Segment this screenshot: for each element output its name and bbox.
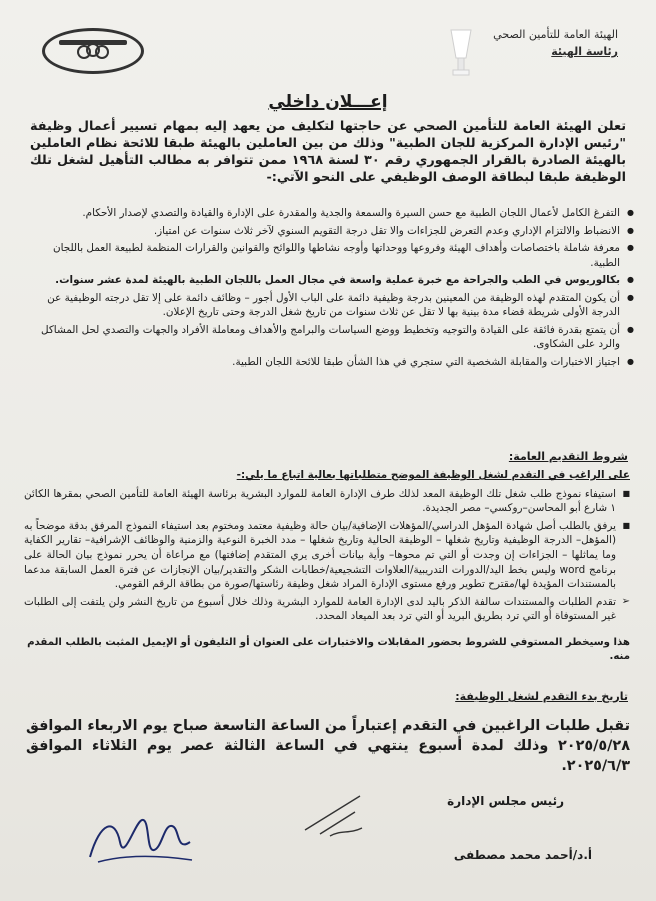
condition-item: ■ يرفق بالطلب أصل شهادة المؤهل الدراسي/المؤهلات الإضافية/بيان حالة وظيفية معتمد ومختوم بعد استيفاء النموذج المرفق بدقة موضحاً به (المؤهل– الدرجة الوظيفية وتاريخ شغلها – الوظيفة الحالية وتاريخ شغلها – مدد الخبرة النوعية والزمنية والوظائف الإشرافية– تقارير الكفاية وما يماثلها – الجزاءات إن وجدت أو التي تم محوها– وأية بيانات أخرى يري المتقدم إضافتها) مع مراعاة أن يحرر نموذج بيان الحالة على برنامج word وليس بخط اليد/الدورات التدريبية/العلاوات التشجيعية/خطابات الشكر والتقدير/بيان الإنجازات عن فترة العمل السابقة مدعما بالمستندات المؤيدة لها/مقترح تطوير ورفع مستوى الإدارة المراد شغل وظيفة رئاستها/صورة من بطاقة الرقم القومي. bbox=[24, 519, 630, 592]
start-date-heading: تاريخ بدء التقدم لشغل الوظيفة: bbox=[455, 690, 628, 703]
org-header bbox=[493, 26, 618, 60]
list-item: ● معرفة شاملة باختصاصات وأهداف الهيئة وفروعها ووحداتها وأوجه نشاطها واللوائح والقوانين والقرارات المنظمة لطبيعة العمل باللجان الطبية. bbox=[24, 241, 634, 270]
trophy-graphic bbox=[448, 28, 474, 80]
signatory-name: أ.د/أحمد محمد مصطفى bbox=[453, 848, 592, 862]
conditions-heading: شروط التقديم العامة: bbox=[508, 450, 628, 463]
org-logo bbox=[42, 28, 144, 74]
org-name: الهيئة العامة للتأمين الصحي bbox=[493, 28, 618, 41]
signatory-title: رئيس مجلس الإدارة bbox=[447, 794, 564, 808]
list-item: ● أن يكون المتقدم لهذه الوظيفة من المعينين بدرجة وظيفية دائمة على الباب الأول أجور – وظائف دائمة على إلا تقل درجته الوظيفية عن الدرجة الأولى شريطة قضاء مدة بينية بها لا تقل عن ثلاث سنوات من تاريخ شغل الدرجة وحتى تاريخ الإعلان. bbox=[24, 291, 634, 320]
list-item: ● التفرغ الكامل لأعمال اللجان الطبية مع حسن السيرة والسمعة والجدية والمقدرة على الإدارة والقيادة والتصدي لإصدار الأحكام. bbox=[24, 206, 634, 221]
list-item: ● أن يتمتع بقدرة فائقة على القيادة والتوجيه وتخطيط ووضع السياسات والبرامج والأهداف ومعاملة الأفراد والجهات والتصدي لحل المشاكل والرد على الشكاوى. bbox=[24, 323, 634, 352]
condition-item: ➢ تقدم الطلبات والمستندات سالفة الذكر باليد لدى الإدارة العامة للموارد البشرية وذلك خلال أسبوع من تاريخ النشر ولن يلتفت إلى الطلبات غير المستوفاة أو التي ترد بطريق البريد أو التي ترد بعد الميعاد المحدد. bbox=[24, 595, 630, 624]
conditions-lead: على الراغب في التقدم لشغل الوظيفة الموضح متطلباتها بعالية اتباع ما يلي:- bbox=[236, 469, 630, 481]
list-item: ● بكالوريوس في الطب والجراحة مع خبرة عملية واسعة في مجال العمل باللجان الطبية بالهيئة لمدة عشر سنوات. bbox=[24, 273, 634, 288]
handwritten-signature bbox=[80, 812, 200, 872]
requirements-list bbox=[24, 206, 634, 372]
initials-mark bbox=[300, 790, 390, 840]
list-item: ● الانضباط والالتزام الإداري وعدم التعرض للجزاءات والا تقل درجة التقويم السنوي لآخر ثلاث سنوات عن امتياز. bbox=[24, 224, 634, 239]
conditions-section bbox=[24, 468, 630, 627]
condition-item: ■ استيفاء نموذج طلب شغل تلك الوظيفة المعد لذلك طرف الإدارة العامة للموارد البشرية برئاسة الهيئة العامة للتأمين الصحي بمقرها الكائن ١ شارع أبو المحاسن–روكسي– مصر الجديدة. bbox=[24, 487, 630, 516]
page-title: إعـــلان داخلي bbox=[268, 92, 388, 112]
application-period: تقبل طلبات الراغبين في التقدم إعتباراً من الساعة التاسعة صباح يوم الاربعاء الموافق ٢٠٢٥/٥/٢٨ وذلك لمدة أسبوع ينتهي في الساعة الثالثة عصر يوم الثلاثاء الموافق ٢٠٢٥/٦/٣. bbox=[26, 718, 630, 774]
org-subtitle: رئاسة الهيئة bbox=[551, 45, 618, 58]
notice-text: هذا وسيخطر المستوفي للشروط بحضور المقابلات والاختبارات على العنوان أو التليفون أو الإيميل المثبت بالطلب المقدم منه. bbox=[27, 637, 630, 662]
intro-paragraph: تعلن الهيئة العامة للتأمين الصحي عن حاجتها لتكليف من يعهد إليه بمهام تسيير أعمال وظيفة "رئيس الإدارة المركزية للجان الطبية" وذلك من بين العاملين بالهيئة طبقا للائحة نظام العاملين بالهيئة الصادرة بالقرار الجمهوري رقم ٣٠ لسنة ١٩٦٨ ممن تتوافر به مطالب التأهيل لشغل تلك الوظيفة طبقا لبطاقة الوصف الوظيفي على النحو الآتي:- bbox=[30, 119, 626, 185]
list-item: ● اجتياز الاختبارات والمقابلة الشخصية التي ستجري في هذا الشأن طبقا للائحة اللجان الطبية. bbox=[24, 355, 634, 370]
